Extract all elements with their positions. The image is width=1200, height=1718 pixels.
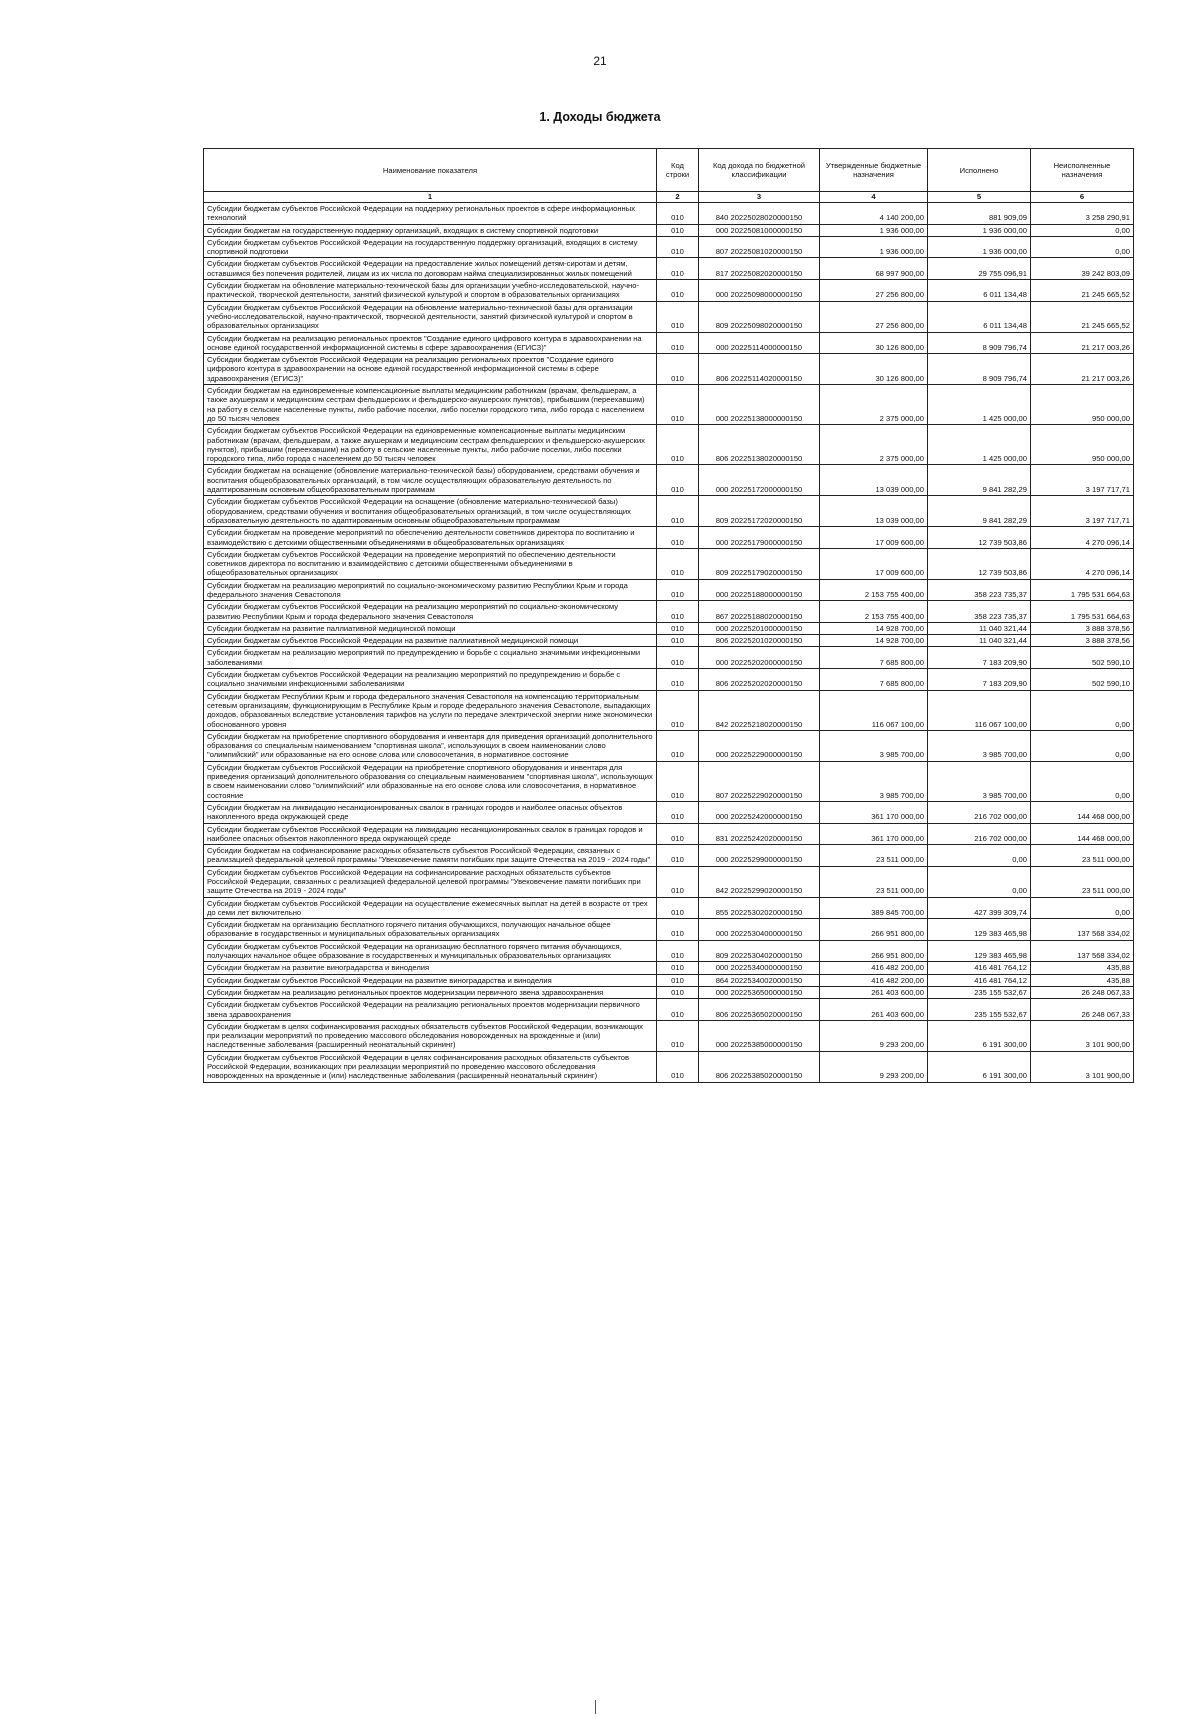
cell-name: Субсидии бюджетам субъектов Российской Федерации на реализацию мероприятий по предупреждению и борьбе с социально значимыми инфекционными заболеваниями	[204, 669, 657, 691]
table-row	[204, 690, 1134, 730]
cell-unexecuted: 3 258 290,91	[1031, 203, 1134, 225]
cell-unexecuted: 137 568 334,02	[1031, 940, 1134, 962]
cell-name: Субсидии бюджетам субъектов Российской Федерации на организацию бесплатного горячего питания обучающихся, получающих начальное общее образование в государственных и муниципальных образовательных организациях	[204, 940, 657, 962]
cell-budget-code: 867 20225188020000150	[699, 601, 820, 623]
header-row	[204, 149, 1134, 192]
cell-executed: 235 155 532,67	[928, 986, 1031, 998]
cell-name: Субсидии бюджетам субъектов Российской Федерации на реализацию региональных проектов "Создание единого цифрового контура в здравоохранении на основе единой государственной информационной системы в сфере здравоохранения (ЕГИСЗ)"	[204, 354, 657, 385]
cell-unexecuted: 3 101 900,00	[1031, 1020, 1134, 1051]
cell-row-code: 010	[657, 823, 699, 845]
cell-name: Субсидии бюджетам на реализацию региональных проектов модернизации первичного звена здравоохранения	[204, 986, 657, 998]
table-row	[204, 465, 1134, 496]
scan-artifact	[595, 1700, 596, 1714]
cell-approved: 1 936 000,00	[820, 236, 928, 258]
cell-approved: 2 153 755 400,00	[820, 579, 928, 601]
cell-executed: 1 425 000,00	[928, 385, 1031, 425]
table-row	[204, 897, 1134, 919]
cell-unexecuted: 144 468 000,00	[1031, 801, 1134, 823]
cell-approved: 30 126 800,00	[820, 354, 928, 385]
cell-unexecuted: 3 101 900,00	[1031, 1051, 1134, 1082]
cell-row-code: 010	[657, 280, 699, 302]
cell-name: Субсидии бюджетам субъектов Российской Федерации на обновление материально-технической базы для организации учебно-исследовательской, научно-практической, творческой деятельности, занятий физической культурой и спортом в образовательных организациях	[204, 301, 657, 332]
cell-budget-code: 000 20225242000000150	[699, 801, 820, 823]
cell-budget-code: 809 20225179020000150	[699, 548, 820, 579]
table-row	[204, 601, 1134, 623]
cell-approved: 13 039 000,00	[820, 465, 928, 496]
table-row	[204, 1020, 1134, 1051]
page-number: 21	[593, 54, 607, 68]
cell-approved: 17 009 600,00	[820, 527, 928, 549]
cell-row-code: 010	[657, 647, 699, 669]
cell-executed: 9 841 282,29	[928, 465, 1031, 496]
cell-unexecuted: 0,00	[1031, 224, 1134, 236]
cell-row-code: 010	[657, 897, 699, 919]
cell-budget-code: 807 20225081020000150	[699, 236, 820, 258]
cell-approved: 14 928 700,00	[820, 635, 928, 647]
cell-approved: 261 403 600,00	[820, 986, 928, 998]
cell-name: Субсидии бюджетам в целях софинансирования расходных обязательств субъектов Российской Федерации, возникающих при реализации мероприятий по проведению массового обследования новорожденных на врожденные и (или) наследственные заболевания (расширенный неонатальный скрининг)	[204, 1020, 657, 1051]
table-row	[204, 669, 1134, 691]
cell-budget-code: 000 20225138000000150	[699, 385, 820, 425]
cell-executed: 6 191 300,00	[928, 1051, 1031, 1082]
cell-budget-code: 000 20225299000000150	[699, 845, 820, 867]
cell-budget-code: 840 20225028020000150	[699, 203, 820, 225]
cell-unexecuted: 137 568 334,02	[1031, 919, 1134, 941]
cell-unexecuted: 1 795 531 664,63	[1031, 601, 1134, 623]
cell-unexecuted: 0,00	[1031, 236, 1134, 258]
cell-row-code: 010	[657, 527, 699, 549]
cell-unexecuted: 502 590,10	[1031, 647, 1134, 669]
cell-unexecuted: 4 270 096,14	[1031, 548, 1134, 579]
cell-approved: 23 511 000,00	[820, 866, 928, 897]
cell-executed: 1 425 000,00	[928, 425, 1031, 465]
cell-approved: 23 511 000,00	[820, 845, 928, 867]
cell-name: Субсидии бюджетам на реализацию мероприятий по предупреждению и борьбе с социально значимыми инфекционными заболеваниями	[204, 647, 657, 669]
cell-budget-code: 855 20225302020000150	[699, 897, 820, 919]
cell-name: Субсидии бюджетам субъектов Российской Федерации в целях софинансирования расходных обязательств субъектов Российской Федерации, возникающих при реализации мероприятий по проведению массового обследования новорожденных на врожденные и (или) наследственные заболевания (расширенный неонатальный скрининг)	[204, 1051, 657, 1082]
cell-approved: 416 482 200,00	[820, 962, 928, 974]
cell-unexecuted: 0,00	[1031, 690, 1134, 730]
table-row	[204, 962, 1134, 974]
table-row	[204, 548, 1134, 579]
cell-row-code: 010	[657, 974, 699, 986]
table-row	[204, 579, 1134, 601]
cell-budget-code: 000 20225081000000150	[699, 224, 820, 236]
cell-budget-code: 000 20225098000000150	[699, 280, 820, 302]
table-row	[204, 801, 1134, 823]
cell-unexecuted: 0,00	[1031, 730, 1134, 761]
column-number: 3	[699, 192, 820, 203]
cell-row-code: 010	[657, 690, 699, 730]
header-executed: Исполнено	[928, 149, 1031, 192]
cell-executed: 235 155 532,67	[928, 999, 1031, 1021]
cell-approved: 266 951 800,00	[820, 919, 928, 941]
header-name: Наименование показателя	[204, 149, 657, 192]
cell-executed: 416 481 764,12	[928, 974, 1031, 986]
cell-unexecuted: 21 217 003,26	[1031, 354, 1134, 385]
cell-name: Субсидии бюджетам субъектов Российской Федерации на приобретение спортивного оборудования и инвентаря для приведения организаций дополнительного образования со специальным наименованием "спортивная школа", использующих в своем наименовании слово "олимпийский" или образованные на его основе слова или словосочетания, в нормативное состояние	[204, 761, 657, 801]
cell-executed: 0,00	[928, 866, 1031, 897]
cell-name: Субсидии бюджетам субъектов Российской Федерации на осуществление ежемесячных выплат на детей в возрасте от трех до семи лет включительно	[204, 897, 657, 919]
table-row	[204, 866, 1134, 897]
cell-unexecuted: 21 217 003,26	[1031, 332, 1134, 354]
cell-approved: 2 375 000,00	[820, 425, 928, 465]
cell-approved: 14 928 700,00	[820, 622, 928, 634]
cell-executed: 416 481 764,12	[928, 962, 1031, 974]
cell-budget-code: 806 20225201020000150	[699, 635, 820, 647]
cell-row-code: 010	[657, 1020, 699, 1051]
cell-row-code: 010	[657, 332, 699, 354]
cell-name: Субсидии бюджетам субъектов Российской Федерации на проведение мероприятий по обеспечению деятельности советников директора по воспитанию и взаимодействию с детскими общественными объединениями в общеобразовательных организациях	[204, 548, 657, 579]
cell-row-code: 010	[657, 354, 699, 385]
cell-executed: 8 909 796,74	[928, 354, 1031, 385]
cell-row-code: 010	[657, 622, 699, 634]
cell-budget-code: 842 20225299020000150	[699, 866, 820, 897]
cell-approved: 261 403 600,00	[820, 999, 928, 1021]
cell-row-code: 010	[657, 203, 699, 225]
cell-executed: 9 841 282,29	[928, 496, 1031, 527]
cell-unexecuted: 502 590,10	[1031, 669, 1134, 691]
column-number-row	[204, 192, 1134, 203]
cell-row-code: 010	[657, 258, 699, 280]
cell-executed: 1 936 000,00	[928, 224, 1031, 236]
cell-row-code: 010	[657, 730, 699, 761]
cell-budget-code: 806 20225365020000150	[699, 999, 820, 1021]
cell-row-code: 010	[657, 669, 699, 691]
cell-executed: 427 399 309,74	[928, 897, 1031, 919]
cell-approved: 416 482 200,00	[820, 974, 928, 986]
cell-unexecuted: 26 248 067,33	[1031, 999, 1134, 1021]
cell-unexecuted: 144 468 000,00	[1031, 823, 1134, 845]
cell-budget-code: 000 20225201000000150	[699, 622, 820, 634]
cell-name: Субсидии бюджетам на государственную поддержку организаций, входящих в систему спортивной подготовки	[204, 224, 657, 236]
cell-executed: 11 040 321,44	[928, 622, 1031, 634]
table-row	[204, 622, 1134, 634]
cell-unexecuted: 950 000,00	[1031, 385, 1134, 425]
cell-budget-code: 864 20225340020000150	[699, 974, 820, 986]
table-row	[204, 974, 1134, 986]
cell-approved: 361 170 000,00	[820, 823, 928, 845]
cell-row-code: 010	[657, 940, 699, 962]
table-body	[204, 203, 1134, 1083]
header-budget-code: Код дохода по бюджетной классификации	[699, 149, 820, 192]
cell-approved: 17 009 600,00	[820, 548, 928, 579]
cell-budget-code: 831 20225242020000150	[699, 823, 820, 845]
cell-name: Субсидии бюджетам Республики Крым и города федерального значения Севастополя на компенсацию территориальным сетевым организациям, функционирующим в Республике Крым и городе федерального значения Севастополе, выпадающих доходов, образованных вследствие установления тарифов на услуги по передаче электрической энергии ниже экономически обоснованного уровня	[204, 690, 657, 730]
cell-approved: 266 951 800,00	[820, 940, 928, 962]
cell-executed: 12 739 503,86	[928, 527, 1031, 549]
cell-budget-code: 000 20225172000000150	[699, 465, 820, 496]
column-number: 4	[820, 192, 928, 203]
cell-approved: 3 985 700,00	[820, 730, 928, 761]
cell-name: Субсидии бюджетам на оснащение (обновление материально-технической базы) оборудованием, средствами обучения и воспитания общеобразовательных организаций, в том числе осуществляющих образовательную деятельность по адаптированным основным общеобразовательным программам	[204, 465, 657, 496]
cell-name: Субсидии бюджетам субъектов Российской Федерации на поддержку региональных проектов в сфере информационных технологий	[204, 203, 657, 225]
cell-name: Субсидии бюджетам на приобретение спортивного оборудования и инвентаря для приведения организаций дополнительного образования со специальным наименованием "спортивная школа", использующих в своем наименовании слово "олимпийский" или образованные на его основе слова или словосочетания, в нормативное состояние	[204, 730, 657, 761]
cell-executed: 1 936 000,00	[928, 236, 1031, 258]
cell-unexecuted: 3 197 717,71	[1031, 465, 1134, 496]
table-row	[204, 999, 1134, 1021]
cell-executed: 116 067 100,00	[928, 690, 1031, 730]
cell-executed: 12 739 503,86	[928, 548, 1031, 579]
cell-executed: 6 011 134,48	[928, 301, 1031, 332]
column-number: 5	[928, 192, 1031, 203]
table-row	[204, 385, 1134, 425]
cell-name: Субсидии бюджетам субъектов Российской Федерации на единовременные компенсационные выплаты медицинским работникам (врачам, фельдшерам, а также акушеркам и медицинским сестрам фельдшерских и фельдшерско-акушерских пунктов), прибывшим (переехавшим) на работу в сельские населенные пункты, либо рабочие поселки, либо поселки городского типа, либо города с населением до 50 тысяч человек	[204, 425, 657, 465]
table-row	[204, 823, 1134, 845]
cell-row-code: 010	[657, 845, 699, 867]
cell-row-code: 010	[657, 385, 699, 425]
cell-row-code: 010	[657, 761, 699, 801]
cell-executed: 358 223 735,37	[928, 579, 1031, 601]
cell-name: Субсидии бюджетам субъектов Российской Федерации на развитие паллиативной медицинской помощи	[204, 635, 657, 647]
table-row	[204, 236, 1134, 258]
table-row	[204, 425, 1134, 465]
cell-executed: 11 040 321,44	[928, 635, 1031, 647]
cell-approved: 9 293 200,00	[820, 1020, 928, 1051]
cell-name: Субсидии бюджетам на развитие паллиативной медицинской помощи	[204, 622, 657, 634]
cell-row-code: 010	[657, 999, 699, 1021]
cell-budget-code: 000 20225229000000150	[699, 730, 820, 761]
table-row	[204, 280, 1134, 302]
cell-row-code: 010	[657, 224, 699, 236]
cell-budget-code: 000 20225114000000150	[699, 332, 820, 354]
cell-row-code: 010	[657, 236, 699, 258]
table-row	[204, 635, 1134, 647]
cell-budget-code: 807 20225229020000150	[699, 761, 820, 801]
cell-unexecuted: 3 197 717,71	[1031, 496, 1134, 527]
cell-row-code: 010	[657, 579, 699, 601]
cell-unexecuted: 23 511 000,00	[1031, 866, 1134, 897]
cell-approved: 27 256 800,00	[820, 301, 928, 332]
cell-name: Субсидии бюджетам на проведение мероприятий по обеспечению деятельности советников директора по воспитанию и взаимодействию с детскими общественными объединениями в общеобразовательных организациях	[204, 527, 657, 549]
column-number: 6	[1031, 192, 1134, 203]
table-row	[204, 332, 1134, 354]
cell-unexecuted: 0,00	[1031, 897, 1134, 919]
cell-name: Субсидии бюджетам на реализацию мероприятий по социально-экономическому развитию Республики Крым и города федерального значения Севастополя	[204, 579, 657, 601]
cell-executed: 7 183 209,90	[928, 669, 1031, 691]
cell-unexecuted: 23 511 000,00	[1031, 845, 1134, 867]
cell-approved: 7 685 800,00	[820, 647, 928, 669]
cell-row-code: 010	[657, 425, 699, 465]
cell-executed: 129 383 465,98	[928, 919, 1031, 941]
cell-name: Субсидии бюджетам на софинансирование расходных обязательств субъектов Российской Федерации, связанных с реализацией федеральной целевой программы "Увековечение памяти погибших при защите Отечества на 2019 - 2024 годы"	[204, 845, 657, 867]
cell-name: Субсидии бюджетам субъектов Российской Федерации на софинансирование расходных обязательств субъектов Российской Федерации, связанных с реализацией федеральной целевой программы "Увековечение памяти погибших при защите Отечества на 2019 - 2024 годы"	[204, 866, 657, 897]
cell-row-code: 010	[657, 866, 699, 897]
cell-executed: 216 702 000,00	[928, 801, 1031, 823]
cell-row-code: 010	[657, 548, 699, 579]
cell-name: Субсидии бюджетам на обновление материально-технической базы для организации учебно-исследовательской, научно-практической, творческой деятельности, занятий физической культурой и спортом в образовательных организациях	[204, 280, 657, 302]
cell-executed: 129 383 465,98	[928, 940, 1031, 962]
income-table	[203, 148, 1134, 1083]
cell-approved: 2 153 755 400,00	[820, 601, 928, 623]
cell-budget-code: 000 20225340000000150	[699, 962, 820, 974]
table-row	[204, 730, 1134, 761]
cell-approved: 361 170 000,00	[820, 801, 928, 823]
cell-budget-code: 809 20225098020000150	[699, 301, 820, 332]
cell-budget-code: 000 20225385000000150	[699, 1020, 820, 1051]
cell-approved: 13 039 000,00	[820, 496, 928, 527]
header-unexecuted: Неисполненные назначения	[1031, 149, 1134, 192]
cell-name: Субсидии бюджетам субъектов Российской Федерации на развитие виноградарства и виноделия	[204, 974, 657, 986]
table-row	[204, 301, 1134, 332]
cell-executed: 0,00	[928, 845, 1031, 867]
section-title: 1. Доходы бюджета	[539, 110, 661, 124]
cell-approved: 116 067 100,00	[820, 690, 928, 730]
table-row	[204, 761, 1134, 801]
table-row	[204, 203, 1134, 225]
cell-budget-code: 806 20225114020000150	[699, 354, 820, 385]
cell-approved: 7 685 800,00	[820, 669, 928, 691]
cell-approved: 68 997 900,00	[820, 258, 928, 280]
cell-executed: 8 909 796,74	[928, 332, 1031, 354]
cell-budget-code: 000 20225365000000150	[699, 986, 820, 998]
cell-approved: 4 140 200,00	[820, 203, 928, 225]
column-number: 1	[204, 192, 657, 203]
column-number: 2	[657, 192, 699, 203]
table-row	[204, 224, 1134, 236]
table-row	[204, 1051, 1134, 1082]
cell-budget-code: 000 20225188000000150	[699, 579, 820, 601]
table-row	[204, 527, 1134, 549]
cell-budget-code: 000 20225179000000150	[699, 527, 820, 549]
table-row	[204, 919, 1134, 941]
cell-row-code: 010	[657, 962, 699, 974]
cell-unexecuted: 1 795 531 664,63	[1031, 579, 1134, 601]
cell-executed: 216 702 000,00	[928, 823, 1031, 845]
cell-approved: 2 375 000,00	[820, 385, 928, 425]
cell-approved: 9 293 200,00	[820, 1051, 928, 1082]
cell-budget-code: 000 20225304000000150	[699, 919, 820, 941]
cell-approved: 389 845 700,00	[820, 897, 928, 919]
cell-budget-code: 817 20225082020000150	[699, 258, 820, 280]
cell-executed: 29 755 096,91	[928, 258, 1031, 280]
cell-row-code: 010	[657, 1051, 699, 1082]
cell-approved: 27 256 800,00	[820, 280, 928, 302]
cell-budget-code: 842 20225218020000150	[699, 690, 820, 730]
cell-name: Субсидии бюджетам субъектов Российской Федерации на реализацию региональных проектов модернизации первичного звена здравоохранения	[204, 999, 657, 1021]
table-row	[204, 354, 1134, 385]
cell-unexecuted: 4 270 096,14	[1031, 527, 1134, 549]
cell-executed: 358 223 735,37	[928, 601, 1031, 623]
cell-executed: 3 985 700,00	[928, 761, 1031, 801]
table-row	[204, 986, 1134, 998]
cell-budget-code: 806 20225385020000150	[699, 1051, 820, 1082]
cell-name: Субсидии бюджетам на ликвидацию несанкционированных свалок в границах городов и наиболее опасных объектов накопленного вреда окружающей среде	[204, 801, 657, 823]
cell-unexecuted: 0,00	[1031, 761, 1134, 801]
cell-row-code: 010	[657, 986, 699, 998]
cell-unexecuted: 3 888 378,56	[1031, 622, 1134, 634]
cell-name: Субсидии бюджетам субъектов Российской Федерации на оснащение (обновление материально-технической базы) оборудованием, средствами обучения и воспитания общеобразовательных организаций, в том числе осуществляющих образовательную деятельность по адаптированным основным общеобразовательным программам	[204, 496, 657, 527]
table-row	[204, 647, 1134, 669]
table-row	[204, 258, 1134, 280]
cell-name: Субсидии бюджетам субъектов Российской Федерации на предоставление жилых помещений детям-сиротам и детям, оставшимся без попечения родителей, лицам из их числа по договорам найма специализированных жилых помещений	[204, 258, 657, 280]
cell-unexecuted: 39 242 803,09	[1031, 258, 1134, 280]
cell-unexecuted: 435,88	[1031, 962, 1134, 974]
cell-name: Субсидии бюджетам на реализацию региональных проектов "Создание единого цифрового контура в здравоохранении на основе единой государственной информационной системы в сфере здравоохранения (ЕГИСЗ)"	[204, 332, 657, 354]
table-row	[204, 940, 1134, 962]
cell-row-code: 010	[657, 801, 699, 823]
cell-approved: 30 126 800,00	[820, 332, 928, 354]
table-row	[204, 845, 1134, 867]
cell-row-code: 010	[657, 496, 699, 527]
cell-executed: 6 011 134,48	[928, 280, 1031, 302]
cell-row-code: 010	[657, 601, 699, 623]
cell-row-code: 010	[657, 465, 699, 496]
cell-unexecuted: 26 248 067,33	[1031, 986, 1134, 998]
cell-executed: 6 191 300,00	[928, 1020, 1031, 1051]
header-approved: Утвержденные бюджетные назначения	[820, 149, 928, 192]
cell-budget-code: 806 20225138020000150	[699, 425, 820, 465]
cell-budget-code: 806 20225202020000150	[699, 669, 820, 691]
cell-name: Субсидии бюджетам субъектов Российской Федерации на ликвидацию несанкционированных свалок в границах городов и наиболее опасных объектов накопленного вреда окружающей среде	[204, 823, 657, 845]
table-row	[204, 496, 1134, 527]
cell-name: Субсидии бюджетам субъектов Российской Федерации на государственную поддержку организаций, входящих в систему спортивной подготовки	[204, 236, 657, 258]
cell-name: Субсидии бюджетам на развитие виноградарства и виноделия	[204, 962, 657, 974]
cell-unexecuted: 21 245 665,52	[1031, 280, 1134, 302]
cell-executed: 881 909,09	[928, 203, 1031, 225]
cell-budget-code: 809 20225172020000150	[699, 496, 820, 527]
cell-executed: 3 985 700,00	[928, 730, 1031, 761]
cell-unexecuted: 3 888 378,56	[1031, 635, 1134, 647]
cell-row-code: 010	[657, 919, 699, 941]
cell-name: Субсидии бюджетам на единовременные компенсационные выплаты медицинским работникам (врачам, фельдшерам, а также акушеркам и медицинским сестрам фельдшерских и фельдшерско-акушерских пунктов), прибывшим (переехавшим) на работу в сельские населенные пункты, либо рабочие поселки, либо поселки городского типа, либо города с населением до 50 тысяч человек	[204, 385, 657, 425]
cell-budget-code: 000 20225202000000150	[699, 647, 820, 669]
cell-unexecuted: 21 245 665,52	[1031, 301, 1134, 332]
cell-executed: 7 183 209,90	[928, 647, 1031, 669]
cell-budget-code: 809 20225304020000150	[699, 940, 820, 962]
cell-unexecuted: 950 000,00	[1031, 425, 1134, 465]
cell-approved: 3 985 700,00	[820, 761, 928, 801]
header-row-code: Код строки	[657, 149, 699, 192]
cell-unexecuted: 435,88	[1031, 974, 1134, 986]
cell-approved: 1 936 000,00	[820, 224, 928, 236]
cell-name: Субсидии бюджетам субъектов Российской Федерации на реализацию мероприятий по социально-экономическому развитию Республики Крым и города федерального значения Севастополя	[204, 601, 657, 623]
cell-name: Субсидии бюджетам на организацию бесплатного горячего питания обучающихся, получающих начальное общее образование в государственных и муниципальных образовательных организациях	[204, 919, 657, 941]
cell-row-code: 010	[657, 301, 699, 332]
cell-row-code: 010	[657, 635, 699, 647]
